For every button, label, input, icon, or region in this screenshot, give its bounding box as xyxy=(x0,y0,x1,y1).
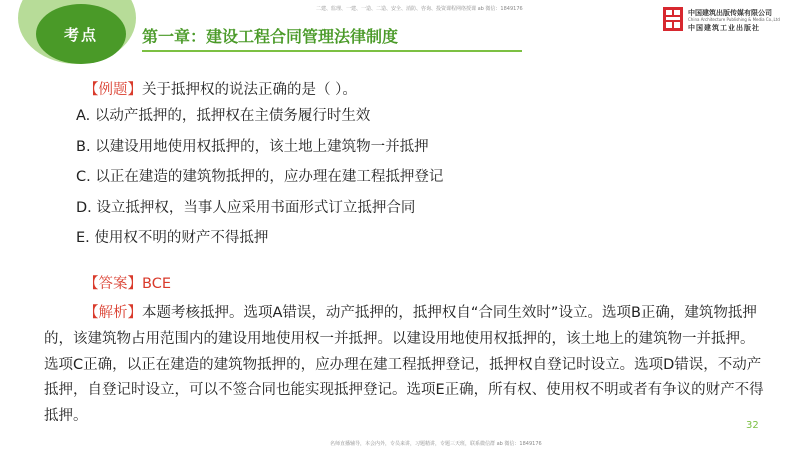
top-fineprint: 二建、监理、一建、一造、二造、安全、消防、咨询、投资课程网络授课 ab 微信：1849176 xyxy=(316,6,523,12)
bottom-fineprint: 名师直播辅导，本会内外，专员来讲，习题精讲，专题三天班，联系微信群 ab 微信：1849176 xyxy=(330,441,542,447)
analysis xyxy=(44,301,766,430)
publisher-logo-icon xyxy=(662,6,684,32)
analysis-text: 本题考核抵押。选项A错误，动产抵押的，抵押权自“合同生效时”设立。选项B正确，建筑物抵押的，该建筑物占用范围内的建设用地使用权一并抵押。以建设用地使用权抵押的，该土地上的建筑物一并抵押。选项C正确，以正在建造的建筑物抵押的，应办理在建工程抵押登记，抵押权自登记时设立。选项D错误，不动产抵押，自登记时设立，可以不签合同也能实现抵押登记。选项E正确，所有权、使用权不明或者有争议的财产不得抵押。 xyxy=(44,305,764,425)
question-label: 【例题】 xyxy=(84,82,142,98)
analysis-label: 【解析】 xyxy=(84,305,142,321)
option-b: B. 以建设用地使用权抵押的，该土地上建筑物一并抵押 xyxy=(76,138,429,155)
page-number: 32 xyxy=(746,420,759,431)
answer-label: 【答案】 xyxy=(84,276,142,292)
option-list xyxy=(76,106,443,259)
chapter-title: 第一章：建设工程合同管理法律制度 xyxy=(142,27,399,46)
option-d: D. 设立抵押权，当事人应采用书面形式订立抵押合同 xyxy=(76,199,416,216)
publisher-name-cn: 中国建筑出版传媒有限公司 xyxy=(688,9,772,17)
publisher-name-en: China Architecture Publishing & Media Co.,Ltd xyxy=(688,17,780,22)
publisher-logo xyxy=(662,6,794,34)
question-text: 关于抵押权的说法正确的是（ ）。 xyxy=(142,82,357,98)
option-c: C. 以正在建造的建筑物抵押的，应办理在建工程抵押登记 xyxy=(76,169,444,185)
answer xyxy=(84,272,171,293)
option-a: A. 以动产抵押的，抵押权在主债务履行时生效 xyxy=(76,108,371,124)
header-divider xyxy=(142,50,522,52)
option-e: E. 使用权不明的财产不得抵押 xyxy=(76,230,269,246)
publisher-name-cn2: 中国建筑工业出版社 xyxy=(688,24,760,32)
answer-value: BCE xyxy=(142,276,171,292)
header-tag: 考点 xyxy=(63,25,98,44)
question xyxy=(84,78,357,99)
